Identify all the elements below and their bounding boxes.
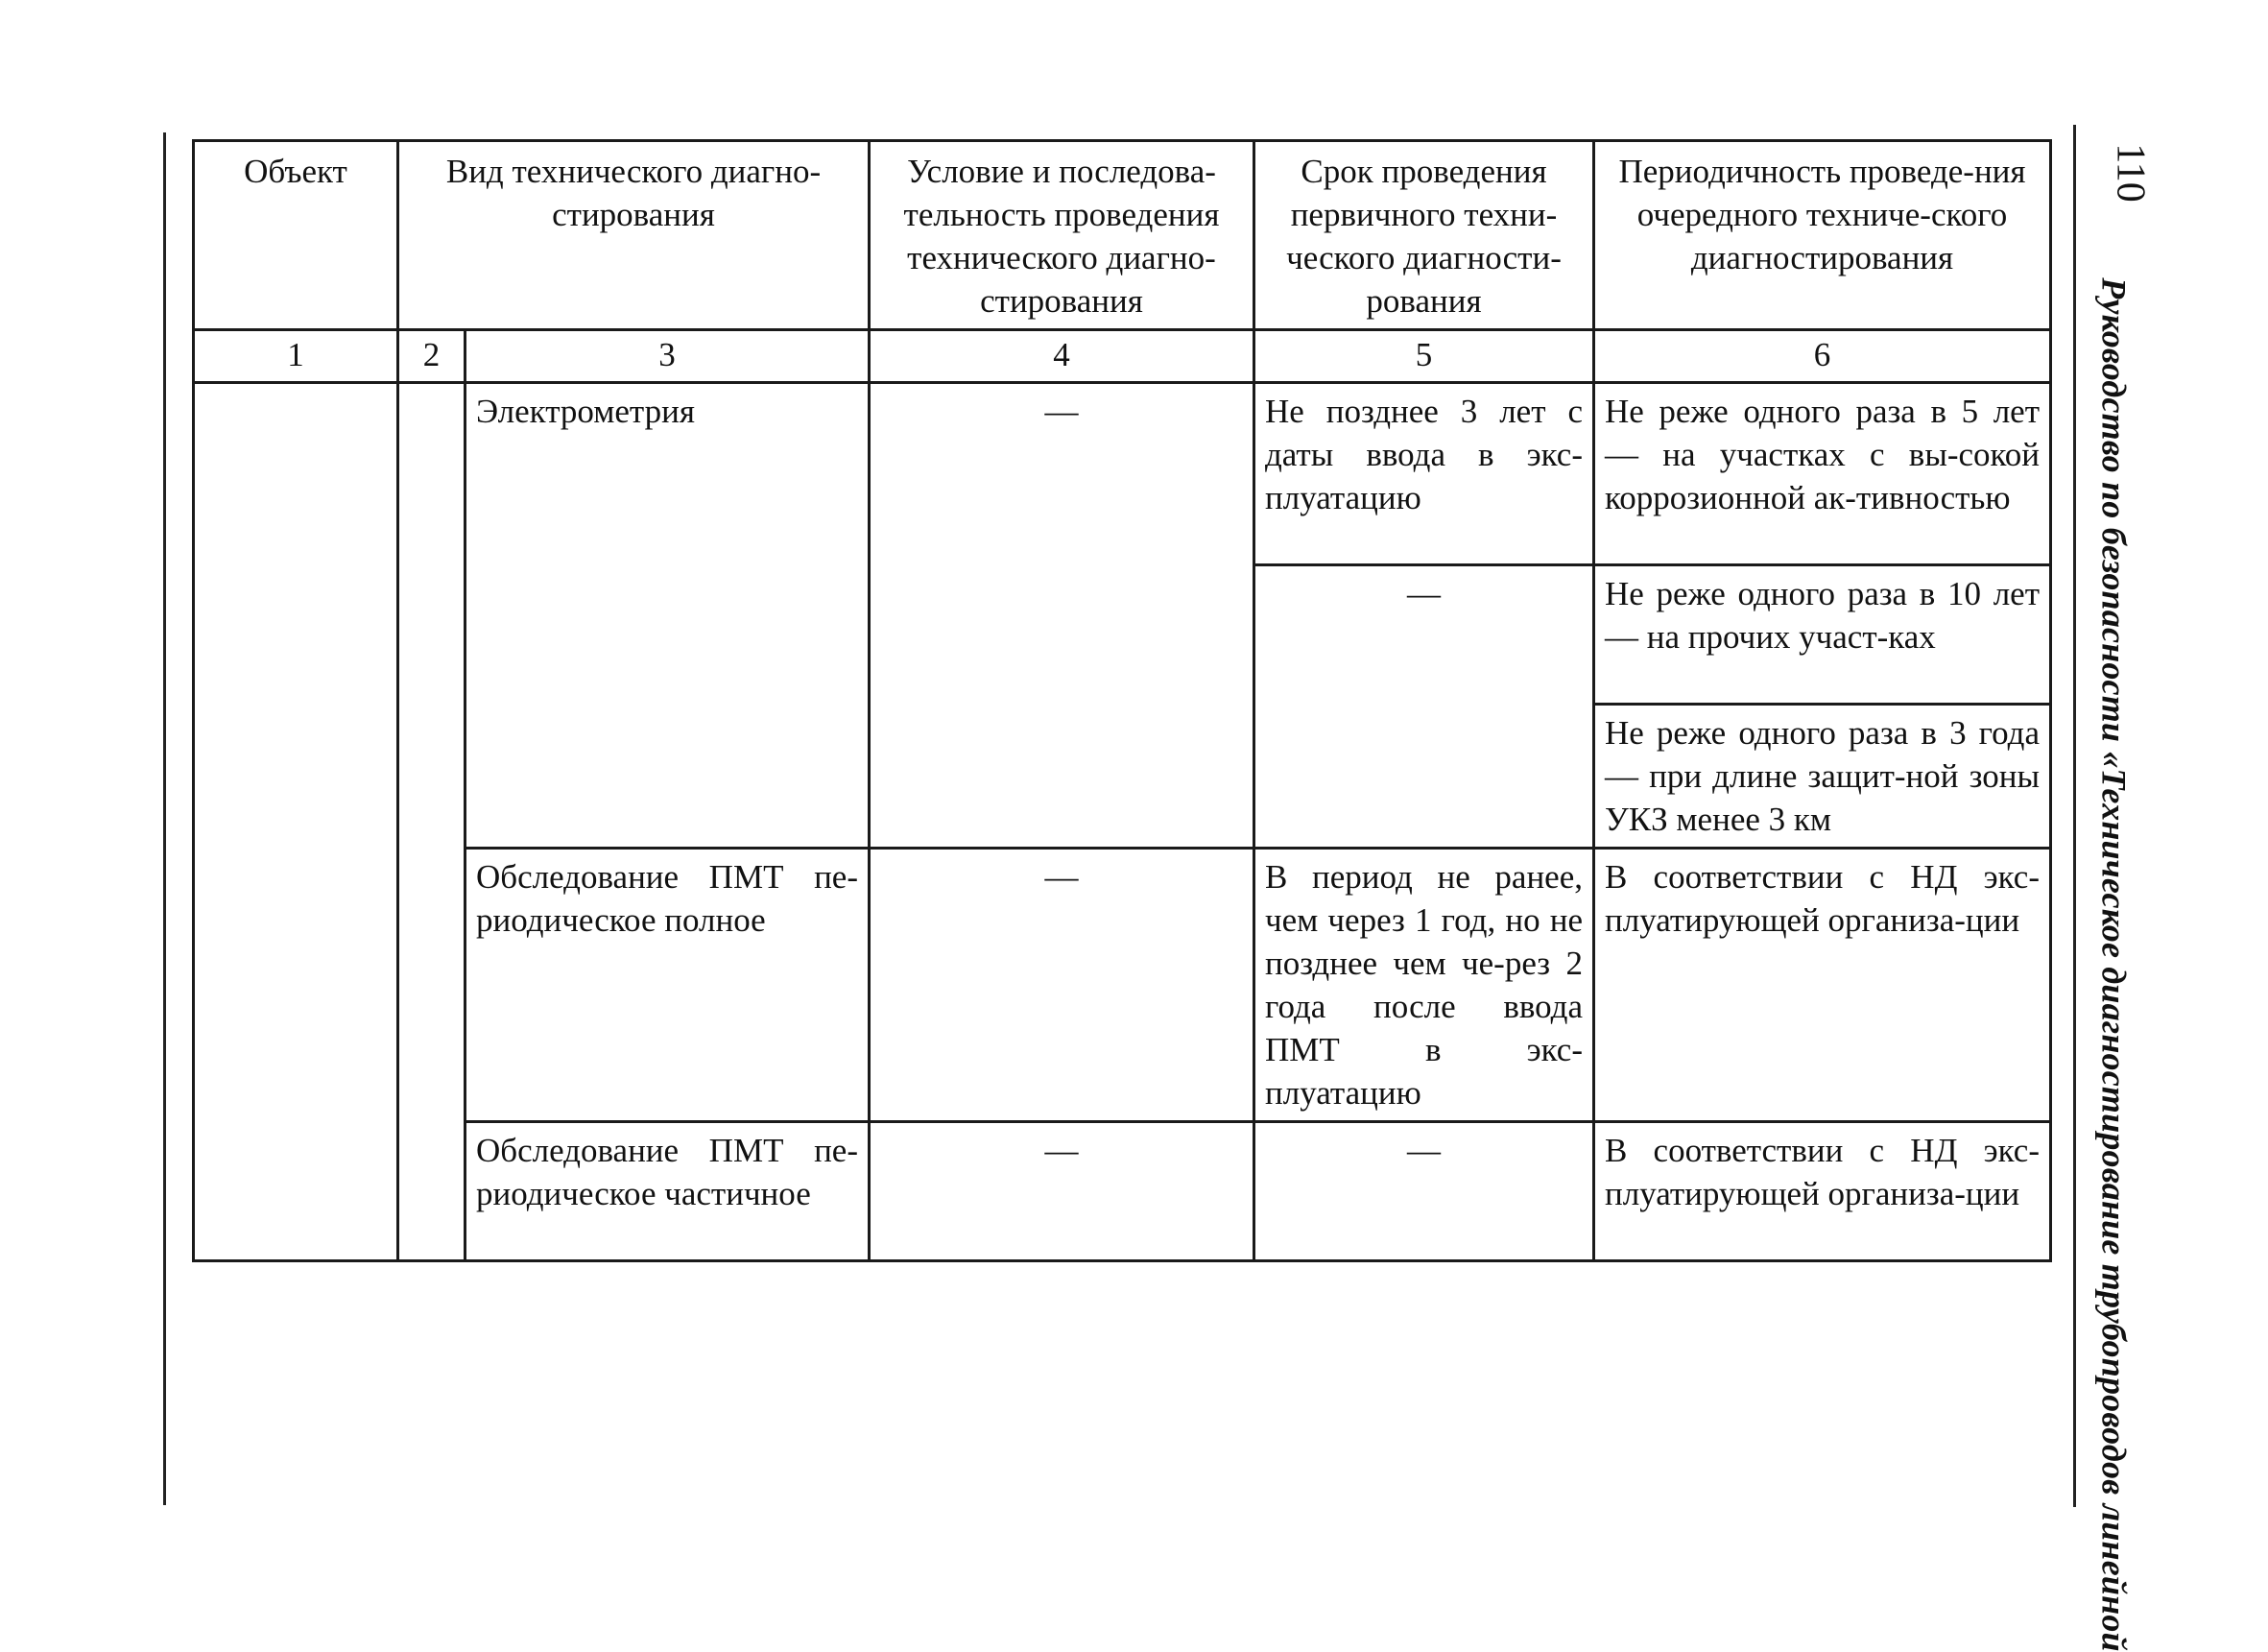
table-header-row — [194, 141, 2051, 330]
column-number: 2 — [398, 330, 466, 383]
right-margin-rule — [2073, 125, 2076, 1507]
column-number: 6 — [1594, 330, 2051, 383]
left-margin-rule — [163, 132, 166, 1505]
period-cell: Не реже одного раза в 3 года — при длине защит-ной зоны УКЗ менее 3 км — [1594, 705, 2051, 849]
term-cell: В период не ранее, чем через 1 год, но не позднее чем че-рез 2 года после ввода ПМТ в экс-плуатацию — [1254, 849, 1594, 1122]
table-row — [194, 383, 2051, 565]
condition-cell: — — [870, 1122, 1254, 1261]
column-number: 4 — [870, 330, 1254, 383]
column-number: 3 — [466, 330, 870, 383]
column-number-row — [194, 330, 2051, 383]
page-number-text: 110 — [2109, 143, 2154, 203]
condition-cell: — — [870, 849, 1254, 1122]
header-diagnostics-type: Вид технического диагно-стирования — [398, 141, 870, 330]
type-cell: Обследование ПМТ пе-риодическое частичное — [466, 1122, 870, 1261]
header-object: Объект — [194, 141, 398, 330]
period-cell: В соответствии с НД экс-плуатирующей организа-ции — [1594, 849, 2051, 1122]
period-cell: В соответствии с НД экс-плуатирующей организа-ции — [1594, 1122, 2051, 1261]
term-cell: — — [1254, 565, 1594, 849]
condition-cell: — — [870, 383, 1254, 849]
column-number: 5 — [1254, 330, 1594, 383]
table-row — [194, 849, 2051, 1122]
term-cell: Не позднее 3 лет с даты ввода в экс-плуатацию — [1254, 383, 1594, 565]
column-number: 1 — [194, 330, 398, 383]
header-periodicity: Периодичность проведе-ния очередного техниче-ского диагностирования — [1594, 141, 2051, 330]
running-title — [2081, 277, 2148, 1652]
period-cell: Не реже одного раза в 5 лет — на участках с вы-сокой коррозионной ак-тивностью — [1594, 383, 2051, 565]
diagnostics-table — [192, 139, 2052, 1262]
header-condition-sequence: Условие и последова-тельность проведения технического диагно-стирования — [870, 141, 1254, 330]
period-cell: Не реже одного раза в 10 лет — на прочих участ-ках — [1594, 565, 2051, 705]
running-title-text: Руководство по безопасности «Техническое диагностирование трубопроводов линейной — [2095, 277, 2135, 1652]
type-cell: Электрометрия — [466, 383, 870, 849]
object-cell — [194, 383, 398, 1261]
term-cell: — — [1254, 1122, 1594, 1261]
subobject-cell — [398, 383, 466, 1261]
type-cell: Обследование ПМТ пе-риодическое полное — [466, 849, 870, 1122]
header-primary-term: Срок проведения первичного техни-ческого диагности-рования — [1254, 141, 1594, 330]
table-row — [194, 1122, 2051, 1261]
page-number — [2102, 134, 2160, 211]
